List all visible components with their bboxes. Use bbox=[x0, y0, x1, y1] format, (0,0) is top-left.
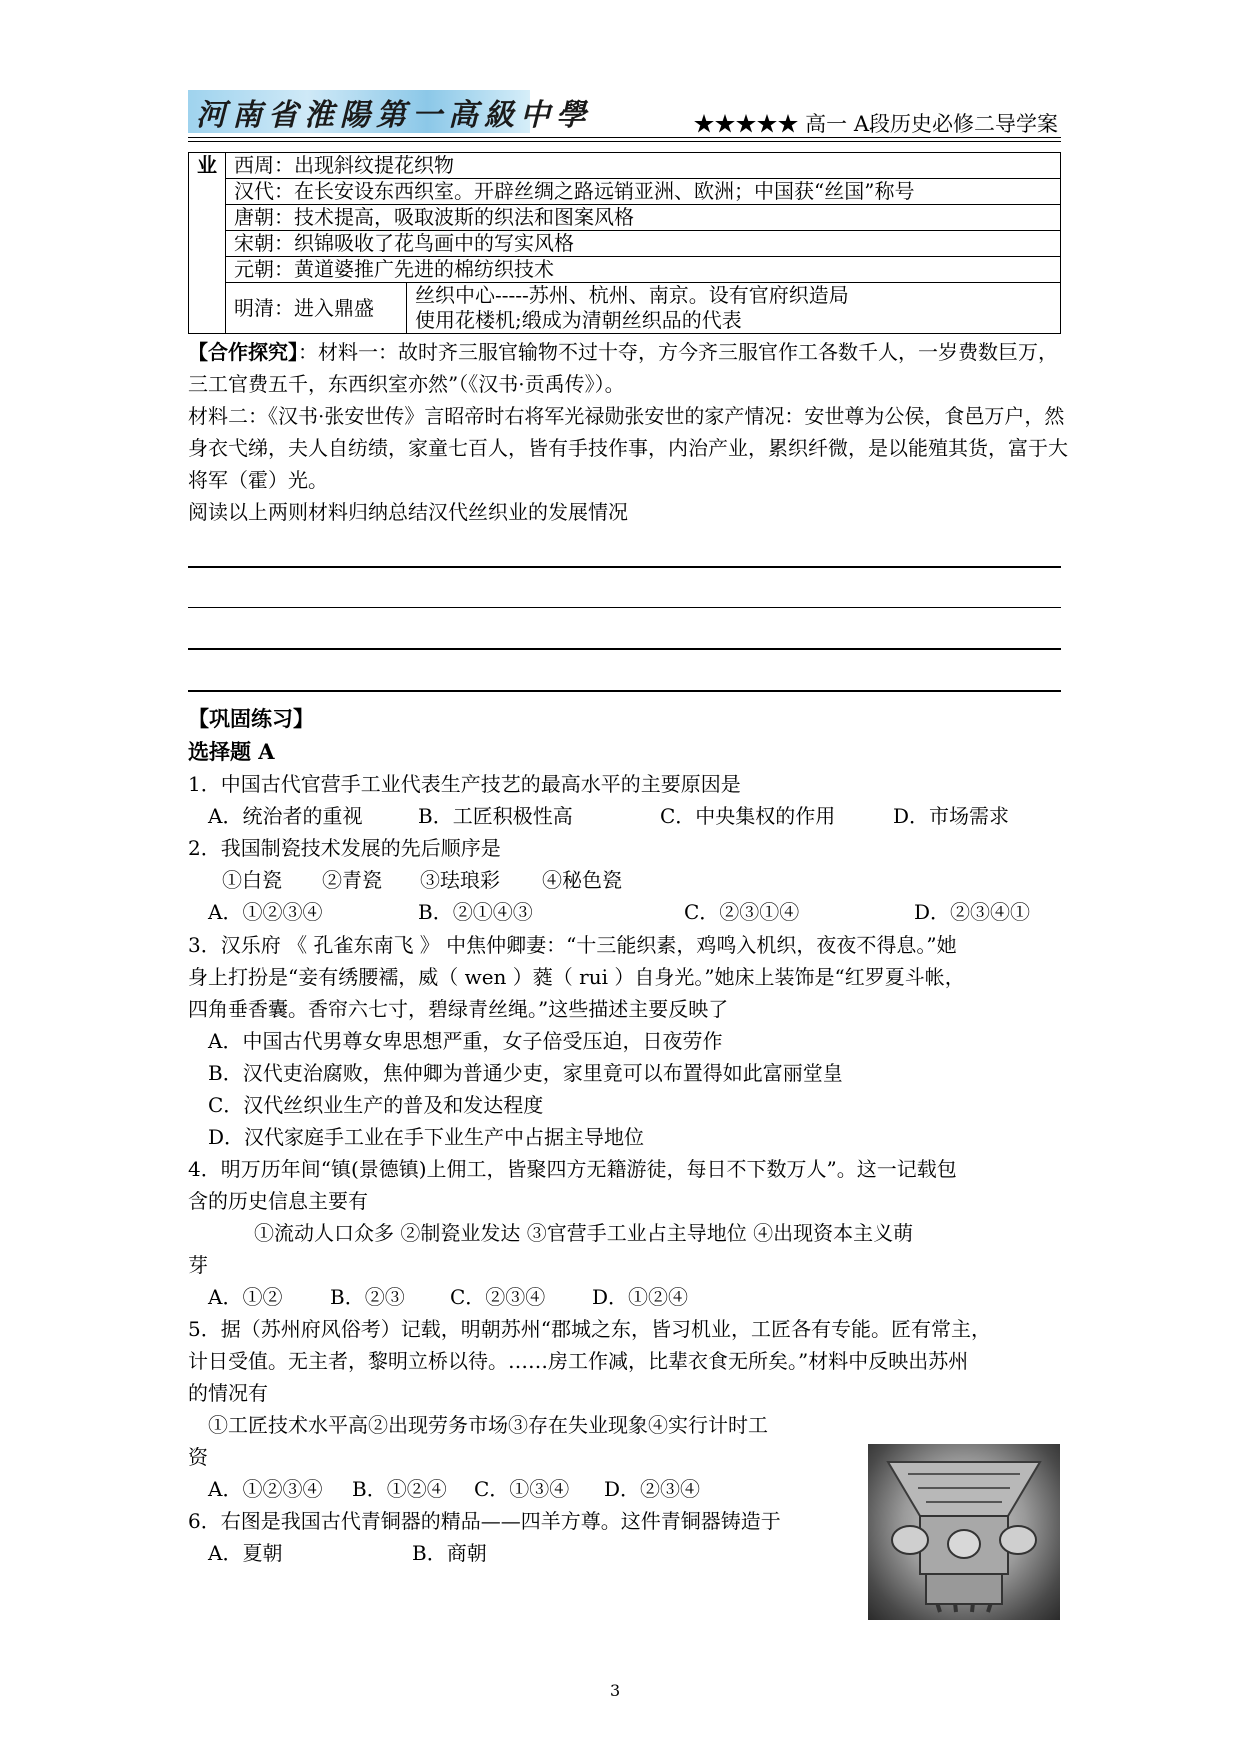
items-line: 芽 bbox=[188, 1253, 208, 1277]
category-cell: 业 bbox=[189, 153, 226, 334]
answer-line bbox=[188, 648, 1061, 650]
question-stem: 4．明万历年间“镇(景德镇)上佣工，皆聚四方无籍游徒，每日不下数万人”。这一记载包 bbox=[188, 1157, 957, 1181]
table-row bbox=[189, 179, 1061, 205]
option: A．中国古代男尊女卑思想严重，女子倍受压迫，日夜劳作 bbox=[208, 1029, 723, 1053]
table-row bbox=[189, 205, 1061, 231]
table-row bbox=[189, 231, 1061, 257]
question-stem: 6．右图是我国古代青铜器的精品——四羊方尊。这件青铜器铸造于 bbox=[188, 1509, 781, 1533]
option: D．②③④ bbox=[604, 1477, 701, 1501]
table-cell: 元朝：黄道婆推广先进的棉纺织技术 bbox=[226, 257, 1061, 283]
item: ④秘色瓷 bbox=[542, 868, 622, 892]
option: D．市场需求 bbox=[893, 804, 1010, 828]
material-one-text: ：材料一：故时齐三服官输物不过十夺，方今齐三服官作工各数千人，一岁费数巨万，三工官费五千，东西织室亦然”（《汉书·贡禹传》）。 bbox=[188, 340, 1058, 396]
practice-subheading: 选择题 A bbox=[188, 739, 275, 764]
answer-line bbox=[188, 690, 1061, 692]
table-cell: 西周：出现斜纹提花织物 bbox=[226, 153, 1061, 179]
detail-line: 使用花楼机;缎成为清朝丝织品的代表 bbox=[415, 308, 742, 332]
four-ram-square-zun-illustration bbox=[868, 1444, 1060, 1620]
silk-history-table bbox=[188, 152, 1061, 334]
page-number: 3 bbox=[610, 1681, 621, 1700]
option: C．汉代丝织业生产的普及和发达程度 bbox=[208, 1093, 544, 1117]
question-stem: 5．据（苏州府风俗考）记载，明朝苏州“郡城之东，皆习机业，工匠各有专能。匠有常主， bbox=[188, 1317, 991, 1341]
option: B．①②④ bbox=[352, 1477, 447, 1501]
option: A．①②③④ bbox=[208, 900, 323, 924]
option: C．①③④ bbox=[474, 1477, 570, 1501]
practice-heading: 【巩固练习】 bbox=[188, 706, 314, 731]
document-title: ★★★★★ 高一 A段历史必修二导学案 bbox=[693, 112, 1058, 136]
items-line: ①流动人口众多 ②制瓷业发达 ③官营手工业占主导地位 ④出现资本主义萌 bbox=[254, 1221, 914, 1245]
table-row bbox=[189, 257, 1061, 283]
question-stem: 含的历史信息主要有 bbox=[188, 1189, 368, 1213]
answer-line bbox=[188, 566, 1061, 568]
ming-qing-label: 明清：进入鼎盛 bbox=[226, 283, 407, 334]
option: C．②③①④ bbox=[684, 900, 800, 924]
option: B．工匠积极性高 bbox=[418, 804, 573, 828]
option: D．②③④① bbox=[914, 900, 1031, 924]
option: D．①②④ bbox=[592, 1285, 689, 1309]
option: B．汉代吏治腐败，焦仲卿为普通少吏，家里竟可以布置得如此富丽堂皇 bbox=[208, 1061, 843, 1085]
cooperation-heading: 【合作探究】 bbox=[188, 340, 298, 364]
option: A．①②③④ bbox=[208, 1477, 323, 1501]
material-two: 材料二：《汉书·张安世传》言昭帝时右将军光禄勋张安世的家产情况：安世尊为公侯，食邑万户，然身衣弋绨，夫人自纺绩，家童七百人，皆有手技作事，内治产业，累织纤微，是以能殖其货，富于大将军（霍）光。 bbox=[188, 404, 1068, 492]
table-cell: 汉代：在长安设东西织室。开辟丝绸之路远销亚洲、欧洲；中国获“丝国”称号 bbox=[226, 179, 1061, 205]
option: A．①② bbox=[208, 1285, 283, 1309]
question-stem: 身上打扮是“妾有绣腰襦，威（ wen ）蕤（ rui ）自身光。”她床上装饰是“红罗夏斗帐， bbox=[188, 965, 965, 989]
question-stem: 四角垂香囊。香帘六七寸，碧绿青丝绳。”这些描述主要反映了 bbox=[188, 997, 729, 1021]
table-cell: 唐朝：技术提高，吸取波斯的织法和图案风格 bbox=[226, 205, 1061, 231]
option: B．商朝 bbox=[412, 1541, 487, 1565]
option: A．夏朝 bbox=[208, 1541, 283, 1565]
question-stem: 的情况有 bbox=[188, 1381, 268, 1405]
option: D．汉代家庭手工业在手下业生产中占据主导地位 bbox=[208, 1125, 645, 1149]
answer-line bbox=[188, 607, 1061, 608]
header-divider bbox=[188, 137, 1061, 138]
ming-qing-detail bbox=[407, 283, 1061, 334]
item: ②青瓷 bbox=[322, 868, 382, 892]
task-prompt: 阅读以上两则材料归纳总结汉代丝织业的发展情况 bbox=[188, 500, 628, 524]
table-row bbox=[189, 153, 1061, 179]
question-stem: 1．中国古代官营手工业代表生产技艺的最高水平的主要原因是 bbox=[188, 772, 741, 796]
school-banner bbox=[188, 90, 592, 133]
items-line: 资 bbox=[188, 1445, 208, 1469]
detail-line: 丝织中心-----苏州、杭州、南京。设有官府织造局 bbox=[415, 283, 849, 307]
question-stem: 3．汉乐府 《 孔雀东南飞 》 中焦仲卿妻：“十三能织素，鸡鸣入机织，夜夜不得息。”她 bbox=[188, 933, 957, 957]
item: ③珐琅彩 bbox=[420, 868, 500, 892]
option: B．②①④③ bbox=[418, 900, 533, 924]
table-row bbox=[189, 283, 1061, 334]
question-stem: 计日受值。无主者，黎明立桥以待。……房工作减，比辈衣食无所矣。”材料中反映出苏州 bbox=[188, 1349, 969, 1373]
table-cell: 宋朝：织锦吸收了花鸟画中的写实风格 bbox=[226, 231, 1061, 257]
bronze-vessel-photo bbox=[868, 1444, 1060, 1620]
material-one bbox=[188, 336, 1068, 400]
item: ①白瓷 bbox=[222, 868, 282, 892]
school-name: 河南省淮陽第一高級中學 bbox=[196, 97, 592, 133]
question-stem: 2．我国制瓷技术发展的先后顺序是 bbox=[188, 836, 501, 860]
option: C．中央集权的作用 bbox=[660, 804, 836, 828]
header-divider bbox=[188, 141, 1061, 142]
option: B．②③ bbox=[330, 1285, 405, 1309]
items-line: ①工匠技术水平高②出现劳务市场③存在失业现象④实行计时工 bbox=[208, 1413, 768, 1437]
option: C．②③④ bbox=[450, 1285, 546, 1309]
option: A．统治者的重视 bbox=[208, 804, 363, 828]
